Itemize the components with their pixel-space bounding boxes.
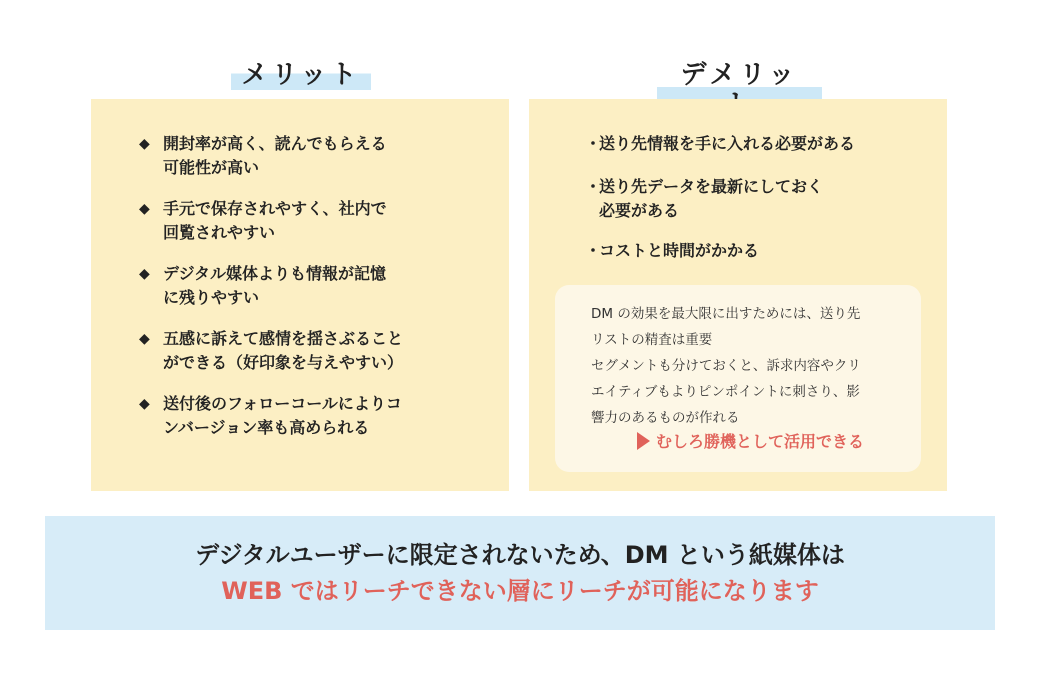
summary-band bbox=[45, 516, 995, 630]
merit-item-line2: ができる（好印象を与えやすい） bbox=[163, 353, 404, 372]
merit-item bbox=[139, 132, 499, 180]
note-line: セグメントも分けておくと、訴求内容やクリ bbox=[591, 358, 861, 374]
demerit-item bbox=[585, 175, 915, 223]
merit-item-line1: 送付後のフォローコールによりコ bbox=[163, 394, 402, 413]
demerit-item bbox=[585, 132, 915, 156]
summary-line-1: デジタルユーザーに限定されないため、DM という紙媒体は bbox=[195, 541, 845, 569]
merit-item bbox=[139, 392, 499, 440]
note-line: DM の効果を最大限に出すためには、送り先 bbox=[591, 306, 861, 322]
dot-bullet-icon: ・ bbox=[585, 241, 602, 260]
demerit-item bbox=[585, 239, 915, 263]
merit-item bbox=[139, 262, 499, 310]
diamond-bullet-icon: ◆ bbox=[139, 266, 150, 282]
merit-item-line1: 開封率が高く、読んでもらえる bbox=[163, 134, 387, 153]
diamond-bullet-icon: ◆ bbox=[139, 201, 150, 217]
merit-item-line1: 五感に訴えて感情を揺さぶること bbox=[163, 329, 404, 348]
note-box bbox=[555, 285, 921, 472]
demerit-item-line2: 必要がある bbox=[599, 201, 680, 220]
merit-item bbox=[139, 327, 499, 375]
demerit-item-line1: 送り先データを最新にしておく bbox=[599, 177, 824, 196]
merit-item-line2: 可能性が高い bbox=[163, 158, 260, 177]
triangle-right-icon bbox=[637, 432, 650, 450]
demerit-item-line1: コストと時間がかかる bbox=[599, 241, 760, 260]
demerit-heading: デメリッ bbox=[657, 60, 822, 120]
merit-item-line2: 回覧されやすい bbox=[163, 223, 276, 242]
summary-line-2: WEB ではリーチできない層にリーチが可能になります bbox=[221, 577, 819, 605]
note-line: エイティブもよりピンポイントに刺さり、影 bbox=[591, 384, 860, 400]
diamond-bullet-icon: ◆ bbox=[139, 396, 150, 412]
note-line: リストの精査は重要 bbox=[591, 332, 713, 348]
merit-panel bbox=[91, 99, 509, 491]
dot-bullet-icon: ・ bbox=[585, 177, 602, 196]
diamond-bullet-icon: ◆ bbox=[139, 331, 150, 347]
merit-item bbox=[139, 197, 499, 245]
merit-item-line1: デジタル媒体よりも情報が記憶 bbox=[163, 264, 387, 283]
merit-item-line1: 手元で保存されやすく、社内で bbox=[163, 199, 387, 218]
diamond-bullet-icon: ◆ bbox=[139, 136, 150, 152]
demerit-panel bbox=[529, 99, 947, 491]
merit-heading: メリット bbox=[231, 60, 371, 90]
note-callout bbox=[637, 430, 864, 454]
dot-bullet-icon: ・ bbox=[585, 134, 602, 153]
note-line: 響力のあるものが作れる bbox=[591, 410, 740, 426]
merit-item-line2: に残りやすい bbox=[163, 288, 260, 307]
note-callout-text: むしろ勝機として活用できる bbox=[656, 432, 865, 451]
merit-item-line2: ンバージョン率も高められる bbox=[163, 418, 370, 437]
note-text bbox=[591, 301, 901, 431]
demerit-item-line1: 送り先情報を手に入れる必要がある bbox=[599, 134, 856, 153]
